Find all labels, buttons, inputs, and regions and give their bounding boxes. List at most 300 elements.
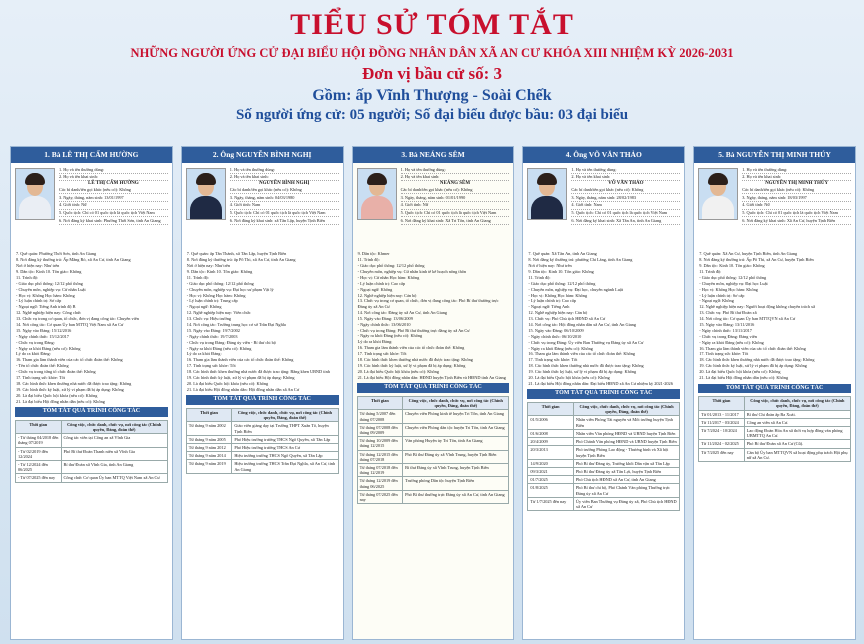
bio-line: - Học vị: Cử nhân Học hàm: Không [357,274,420,280]
bio-line: 8. Nơi đăng ký thường trú: Ấp Mằng Rò, xã An Cư, tỉnh An Giang [16,257,131,263]
bio-line: Lý do ra khỏi Đảng: [186,351,222,357]
work-role: Phó Bí thư Đảng ủy, Trưởng khối Dân vận xã Tân Lập [573,459,679,467]
bio-line: - Lý luận chính trị: Trung cấp [186,298,238,304]
bio-line: - Ngày ra khỏi Đảng (nếu có): Không [186,345,252,351]
bio-line: 13. Chức vụ trong cơ quan, tổ chức, đơn vị đang công tác: Phó Bí thư thường trực Đảng ủy xã An Cư [357,298,499,310]
bio-line: 14. Nơi công tác: Cơ quan Ủy ban MTTQ Việt Nam xã An Cư [16,321,124,327]
info-line: Các bí danh/tên gọi khác (nếu có): Không [401,187,510,195]
work-period: 20/3/2013 [528,446,574,459]
work-role: Phó Hiệu trưởng trường THCS An Cư [232,443,338,451]
work-role: Giáo viên giảng dạy tại Trường THPT Xuân Tô, huyện Tịnh Biên [232,422,338,435]
info-line: 1. Họ và tên thường dùng: [742,166,851,174]
candidate-photo [357,168,397,220]
work-period: Từ tháng 9 năm 2002 [186,422,232,435]
bio-line: 15. Ngày vào Đảng: 15/12/2016 [16,327,72,333]
bio-line: 8. Nơi đăng ký thường trú: ấp Pô Thi, xã An Cư, tỉnh An Giang [186,257,296,263]
work-period: - Từ 12/2024 đến 06/2025 [16,460,62,473]
bio-line: Nơi ở hiện nay: Như trên [528,263,572,269]
info-line: Các bí danh/tên gọi khác (nếu có): Không [59,187,168,195]
info-line: 1. Họ và tên thường dùng: [230,166,339,174]
info-line: 3. Ngày, tháng, năm sinh: 01/01/1990 [401,194,510,202]
work-role: Hiệu trưởng trường THCS Trần Đại Nghĩa, xã An Cư, tỉnh An Giang [232,460,338,473]
bio-line: 20. Là đại biểu Quốc hội khóa (nếu có): Không [16,392,98,398]
info-line: 6. Nơi đăng ký khai sinh: Xã Tân An, tỉnh An Giang [571,217,680,225]
info-line: 4. Giới tính: Nam [571,202,680,210]
work-period: Từ tháng 12/2015 đến tháng 07/2018 [357,450,403,463]
bio-line: - Ngày chính thức: 06/10/2010 [528,333,582,339]
work-role: Phó Bí thư Đoàn xã An Cư (Cũ). [744,440,850,448]
table-row [528,476,680,484]
info-line: 6. Nơi đăng ký khai sinh: Xã Tri Tôn, tỉnh An Giang [401,217,510,225]
bio-line: Nơi ở hiện nay: Như trên [16,263,60,269]
info-line: 1. Họ và tên thường dùng: [571,166,680,174]
basic-info [742,166,851,249]
table-row [699,440,851,448]
table-row [528,484,680,497]
time-header: Thời gian [186,408,232,421]
bio-line: 18. Các hình thức khen thưởng nhà nước đã được trao tặng: Bằng khen UBND tỉnh [186,369,330,375]
bio-line: - Lý luận chính trị: Cao cấp [357,280,406,286]
bio-line: 15. Ngày vào Đảng: 13/06/2009 [357,315,413,321]
bio-line: 13. Chức vụ: Phó Chủ tịch HĐND xã An Cư [528,316,606,322]
work-history-table [527,402,680,511]
work-period: Từ tháng 5/2007 đến tháng 07/2008 [357,410,403,423]
bio-line: 20. Là đại biểu Quốc hội khóa (nếu có): Không [528,375,610,380]
work-period: Từ tháng 9 năm 2014 [186,452,232,460]
table-row [186,460,338,473]
bio-line: 15. Ngày vào Đảng: 06/10/2009 [528,327,584,333]
work-period: Từ 01/2013 - 11/2017 [699,410,745,418]
bio-line: 11. Trình độ: [357,257,380,263]
bio-line: 17. Tình trạng sức khỏe: Tốt [528,357,578,363]
work-role: Trưởng phòng Dân tộc huyện Tịnh Biên [403,477,509,490]
table-row [699,448,851,461]
bio-line: - Ngày chính thức: 15/12/2017 [16,333,69,339]
info-line: 2. Họ và tên khai sinh: [742,174,851,182]
bio-line: 19. Các hình thức kỷ luật, xử lý vi phạm đã bị áp dụng: Không [699,363,807,369]
bio-line: 11. Trình độ: [186,274,209,280]
candidate-card [693,146,856,640]
bio-details [523,251,684,386]
bio-line: 14. Nơi công tác: Trường trung học cơ sở Trần Đại Nghĩa [186,321,286,327]
work-period: Từ tháng 12/2019 đến tháng 06/2025 [357,477,403,490]
info-line: 4. Giới tính: Nữ [742,202,851,210]
bio-line: - Chức vụ trong Đảng: Đảng ủy viên - Bí thư chi bộ [186,339,276,345]
bio-line: 20. Là đại biểu Quốc hội khóa (nếu có): Không [357,368,439,374]
bio-line: Nơi ở hiện nay: Như trên [186,263,231,269]
work-history-title: TÓM TẮT QUÁ TRÌNH CÔNG TÁC [186,395,339,405]
work-period: Từ tháng 9 năm 2019 [186,460,232,473]
work-role: Nhân viên Phòng Tài nguyên và Môi trường huyện Tịnh Biên [573,416,679,429]
candidate-name: VÕ VĂN THẢO [608,181,644,187]
bio-line: 13. Chức vụ: Hiệu trưởng [186,316,232,322]
bio-line: 12. Nghề nghiệp hiện nay: Công chức [16,310,82,316]
info-line: 2. Họ và tên khai sinh: [230,174,339,182]
bio-line: - Ngoại ngữ: Tiếng Anh [528,304,570,310]
bio-line: - Giáo dục phổ thông: 12/12 phổ thông [699,274,767,280]
info-line: 1. Họ và tên thường dùng: [59,166,168,174]
work-history-title: TÓM TẮT QUÁ TRÌNH CÔNG TÁC [527,389,680,399]
table-row [357,437,509,450]
bio-line: 9. Dân tộc: Kinh 10. Tôn giáo: Không [699,263,765,269]
work-period: Từ tháng 07/2018 đến tháng 12/2019 [357,463,403,476]
bio-line: - Ngoại ngữ: Không [357,286,393,292]
table-row [528,416,680,429]
candidate-banner: 2. Ông NGUYỄN BÌNH NGHỊ [182,147,343,163]
work-period: 14/9/2020 [528,459,574,467]
role-header: Công việc, chức danh, chức vụ, nơi công tác (Chính quyền, Đảng, đoàn thể) [61,420,167,433]
work-role: Ủy viên Ban Thường vụ Đảng ủy xã, Phó Chủ tịch HĐND xã An Cư [573,497,679,510]
work-period: Từ 7/2025 đến nay [699,448,745,461]
work-period: 01/6/2008 [528,429,574,437]
bio-line: - Tên tổ chức đoàn thể: Không [16,363,69,369]
table-row [357,477,509,490]
time-header: Thời gian [357,396,403,409]
work-role: Bí thư Chi đoàn ấp Ba Xoài. [744,410,850,418]
basic-info [59,166,168,249]
bio-line: - Học vị: Không Học hàm: Không [699,286,758,292]
bio-line: - Chuyên môn, nghiệp vụ: Đại học sư phạm Vật lý [186,286,274,292]
candidate-name: NGUYỄN BÌNH NGHỊ [259,181,310,187]
bio-line: 7. Quê quán: Phường Thới Sơn, tỉnh An Giang [16,251,97,257]
candidate-header [182,163,343,251]
info-line: 3. Ngày, tháng, năm sinh: 28/02/1983 [571,194,680,202]
candidate-card [10,146,173,640]
candidate-name: LÊ THỊ CẨM HƯỜNG [88,181,139,187]
bio-line: 16. Tham gia làm thành viên của các tổ chức đoàn thể: Không [357,345,465,351]
bio-line: 19. Các hình thức kỷ luật, xử lý vi phạm đã bị áp dụng: Không [528,369,637,375]
page-title: TIỂU SỬ TÓM TẮT [290,8,574,41]
work-role: Phó Bí thư thường trực Đảng ủy xã An Cư, tỉnh An Giang [403,490,509,503]
bio-line: 19. Các hình thức kỷ luật, xử lý vi phạm đã bị áp dụng: Không [186,375,295,380]
info-line: 2. Họ và tên khai sinh: [59,174,168,182]
info-line: 5. Quốc tịch: Chỉ có 01 quốc tịch là quốc tịch Việt Nam [59,210,168,218]
candidate-card [522,146,685,640]
info-line: 4. Giới tính: Nữ [401,202,510,210]
info-line: 4. Giới tính: Nữ [59,202,168,210]
bio-line: - Giáo dục phổ thông: 12/12 phổ thông [186,280,254,286]
work-role: Phó Chủ tịch HĐND xã An Cư, tỉnh An Giang [573,476,679,484]
work-history-table [15,420,168,483]
table-row [699,418,851,426]
candidate-card [181,146,344,640]
bio-line: - Giáo dục phổ thông: 12/12 phổ thông [357,263,425,269]
info-line: 4. Giới tính: Nam [230,202,339,210]
bio-line: - Ngày ra khỏi Đảng (nếu có): Không [528,345,593,351]
bio-line: Lý do ra khỏi Đảng: [357,339,393,345]
work-history-title: TÓM TẮT QUÁ TRÌNH CÔNG TÁC [698,384,851,394]
work-period: Từ 7/2024 - 10/2024 [699,427,745,440]
role-header: Công việc, chức danh, chức vụ, nơi công tác (Chính quyền, Đảng, đoàn thể) [573,403,679,416]
candidate-banner: 5. Bà NGUYỄN THỊ MINH THÚY [694,147,855,163]
bio-line: 15. Ngày vào Đảng: 19/7/2002 [186,327,240,333]
bio-line: 18. Các hình thức khen thưởng nhà nước đã được trao tặng: Không [357,357,473,363]
time-header: Thời gian [699,397,745,410]
bio-line: 8. Nơi đăng ký thường trú: phường Chi Lăng, tỉnh An Giang [528,257,633,263]
work-role: Cán bộ Ủy ban MTTQVN xã hoạt động phụ trách Hội phụ nữ xã An Cư. [744,448,850,461]
bio-line: 20. Là đại biểu Quốc hội khóa (nếu có): Không [699,369,781,375]
basic-info [571,166,680,249]
bio-line: - Giáo dục phổ thông: 12/12 phổ thông [528,280,596,286]
bio-line: 21. Là đại biểu Hội đồng nhân dân (nếu có): Không [16,398,105,404]
bio-line: 21. Là đại biểu Hội đồng nhân dân: HĐND huyện Tịnh Biên và HĐND tỉnh An Giang [357,374,506,380]
info-line: 2. Họ và tên khai sinh: [401,174,510,182]
bio-line: - Ngoại ngữ: Tiếng Anh trình độ B [16,304,76,310]
bio-line: Lý do ra khỏi Đảng: [16,351,51,357]
bio-line: 18. Các hình thức khen thưởng nhà nước đã được trao tặng: Không [699,357,815,363]
work-role: Công tác viên tại Công an xã Vĩnh Gia [61,434,167,447]
role-header: Công việc, chức danh, chức vụ, nơi công tác (Chính quyền, Đảng, đoàn thể) [744,397,850,410]
work-role: Phó Bí thư Đoàn Thanh niên xã Vĩnh Gia [61,447,167,460]
bio-line: 14. Nơi công tác: Đảng ủy xã An Cư, tỉnh An Giang [357,309,448,315]
info-line: Các bí danh/tên gọi khác (nếu có): Không [742,187,851,195]
bio-line: - Ngày ra khỏi Đảng (nếu có): Không [357,333,423,339]
info-line: 5. Quốc tịch: Chỉ có 01 quốc tịch là quốc tịch Việt Nam [230,210,339,218]
info-line: 3. Ngày, tháng, năm sinh: 04/03/1980 [230,194,339,202]
bio-line: - Chuyên môn, nghiệp vụ: Cử nhân Luật [16,286,86,292]
table-row [186,435,338,443]
bio-line: - Ngày chính thức: 19/7/2003 [186,333,238,339]
candidate-header [11,163,172,251]
work-role: Công an viên xã An Cư. [744,418,850,426]
bio-line: 7. Quê quán: Xã Tân An, tỉnh An Giang [528,251,597,257]
work-role: Công chức Cơ quan Ủy ban MTTQ Việt Nam xã An Cư [61,474,167,482]
work-history-title: TÓM TẮT QUÁ TRÌNH CÔNG TÁC [357,383,510,393]
bio-line: - Lý luận chính trị: Sơ cấp [16,298,62,304]
bio-line: - Học vị: Không Học hàm: Không [528,292,588,298]
table-row [528,467,680,475]
candidate-banner: 4. Ông VÕ VĂN THẢO [523,147,684,163]
bio-line: 17. Tình trạng sức khỏe: Tốt [16,375,65,380]
bio-line: 17. Tình trạng sức khỏe: Tốt [186,363,236,369]
work-period: Từ tháng 10/2009 đến tháng 12/2015 [357,437,403,450]
work-role: Bí thư Đoàn xã Vĩnh Gia, tỉnh An Giang [61,460,167,473]
bio-line: 9. Dân tộc: Khmer [357,251,390,257]
bio-line: - Ngoại ngữ: Không [186,304,222,310]
bio-line: 13. Chức vụ: Phó Bí thư Đoàn xã [699,310,757,316]
work-role: Lao động Đoàn Hóa An xã thời vụ hợp đồng văn phòng UBMTTQ An Cư. [744,427,850,440]
info-line: 6. Nơi đăng ký khai sinh: Xã An Cư, huyện Tịnh Biên [742,217,851,225]
bio-line: 11. Trình độ: [16,274,39,280]
candidate-photo [186,168,226,220]
info-line: 1. Họ và tên thường dùng: [401,166,510,174]
bio-line: - Học vị: Không Học hàm: Không [186,292,246,298]
basic-info [401,166,510,249]
bio-line: - Chức vụ trong Đảng: Ủy viên Ban Thường vụ Đảng ủy xã An Cư [528,339,644,345]
header [0,0,864,124]
candidate-count: Số người ứng cử: 05 người; Số đại biểu được bầu: 03 đại biểu [235,107,629,123]
work-period: Từ 1/7/2025 đến nay [528,497,574,510]
bio-line: 17. Tình trạng sức khỏe: Tốt [699,351,749,357]
table-row [186,443,338,451]
unit-composition: Gồm: ấp Vĩnh Thượng - Soài Chếk [312,87,552,104]
info-line: 6. Nơi đăng ký khai sinh: Phường Thới Sơn, tỉnh An Giang [59,217,168,225]
bio-line: 18. Các hình thức khen thưởng nhà nước đã được trao tặng: Không [16,380,132,386]
work-period: Từ 11/2017 - 03/2024 [699,418,745,426]
bio-line: 17. Tình trạng sức khỏe: Tốt [357,351,407,357]
bio-line: 11. Trình độ: [528,274,551,280]
bio-line: - Giáo dục phổ thông: 12/12 phổ thông [16,280,83,286]
bio-line: - Ngoại ngữ: Không [699,298,734,304]
bio-line: 12. Nghề nghiệp hiện nay: Cán bộ [357,292,417,298]
bio-line: - Ngày chính thức: 13/06/2010 [357,321,411,327]
work-period: Từ tháng 9 năm 2005 [186,435,232,443]
work-period: - Từ 02/2019 đến 12/2024 [16,447,62,460]
work-history-table [357,396,510,504]
table-row [357,423,509,436]
bio-line: - Chuyên môn, nghiệp vụ: Đại học, chuyên ngành Luật [528,286,624,292]
bio-line: - Chức vụ trong Đảng: Phó Bí thư thường trực đảng ủy xã An Cư [357,327,470,333]
work-role: Nhân viên Văn phòng HĐND và UBND huyện Tịnh Biên [573,429,679,437]
work-role: Phó Chánh Văn phòng HĐND và UBND huyện Tịnh Biên [573,438,679,446]
work-period: Từ tháng 07/2008 đến tháng 09/2009 [357,423,403,436]
bio-line: 21. Là đại biểu Hội đồng nhân dân (nếu có): Không [699,375,789,380]
bio-line: 12. Nghề nghiệp hiện nay: Người hoạt động không chuyên trách xã [699,304,816,310]
bio-line: - Ngày ra khỏi Đảng (nếu có): Không [16,345,81,351]
bio-line: 12. Nghề nghiệp hiện nay: Viên chức [186,310,251,316]
work-role: Phó Bí thư Đảng ủy xã Vĩnh Trung, huyện Tịnh Biên [403,450,509,463]
bio-line: 16. Tham gia làm thành viên của các tổ chức đoàn thể: Không [699,345,806,351]
bio-line: 16. Tham gia làm thành viên của các tổ chức đoàn thể: Không [528,351,636,357]
work-period: Từ tháng 07/2025 đến nay [357,490,403,503]
table-row [186,422,338,435]
bio-details [353,251,514,380]
info-line: 3. Ngày, tháng, năm sinh: 13/01/1997 [59,194,168,202]
work-role: Chuyên viên Phòng kinh tế huyện Tri Tôn, tỉnh An Giang [403,410,509,423]
candidate-header [694,163,855,251]
info-line: 5. Quốc tịch: Chỉ có 01 quốc tịch là quốc tịch Việt Nam [401,210,510,218]
table-row [528,438,680,446]
candidate-name: NEÁNG SÊM [439,181,471,187]
work-role: Phó Hiệu trưởng trường THCS Ngô Quyền, xã Tân Lập [232,435,338,443]
table-row [16,460,168,473]
work-role: Hiệu trưởng trường THCS Ngô Quyền, xã Tân Lập [232,452,338,460]
work-history-title: TÓM TẮT QUÁ TRÌNH CÔNG TÁC [15,407,168,417]
table-row [357,450,509,463]
work-period: - Từ 07/2025 đến nay [16,474,62,482]
bio-line: - Chuyên môn, nghiệp vụ: Đại học Luật [699,280,768,286]
bio-line: 21. Là đại biểu Hội đồng nhân dân: Hội đồng nhân dân xã An Cư [186,386,300,392]
table-row [357,463,509,476]
table-row [16,434,168,447]
work-role: Phó trưởng Phòng Lao động - Thương binh và Xã hội huyện Tịnh Biên [573,446,679,459]
election-unit: Đơn vị bầu cử số: 3 [361,64,503,83]
bio-line: 15. Ngày vào Đảng: 13/11/2016 [699,321,755,327]
bio-line: 13. Chức vụ trong cơ quan, tổ chức, đơn vị đang công tác: Chuyên viên [16,316,139,322]
table-row [699,427,851,440]
bio-line: 14. Nơi công tác: Cơ quan Ủy ban MTTQVN xã An Cư [699,316,796,322]
table-row [699,410,851,418]
bio-line: - Chức vụ trong từng tổ chức đoàn thể: Không [16,369,96,375]
table-row [357,410,509,423]
candidate-banner: 1. Bà LÊ THỊ CẨM HƯỜNG [11,147,172,163]
candidate-photo [527,168,567,220]
work-period: 09/3/2021 [528,467,574,475]
work-period: 20/4/2009 [528,438,574,446]
bio-line: 16. Tham gia làm thành viên của các tổ chức đoàn thể: Không [16,357,123,363]
table-row [357,490,509,503]
bio-line: 16. Tham gia làm thành viên của các tổ chức đoàn thể: Không [186,357,294,363]
time-header: Thời gian [528,403,574,416]
work-history-table [186,408,339,474]
role-header: Công việc, chức danh, chức vụ, nơi công tác (Chính quyền, Đảng, đoàn thể) [232,408,338,421]
bio-line: 7. Quê quán: ấp Tân Thành, xã Tân Lập, huyện Tịnh Biên [186,251,287,257]
table-row [186,452,338,460]
bio-line: 21. Là đại biểu Hội đồng nhân dân: Đại biểu HĐND xã An Cư nhiệm kỳ 2021-2026 [528,380,673,386]
bio-details [11,251,172,404]
role-header: Công việc, chức danh, chức vụ, nơi công tác (Chính quyền, Đảng, đoàn thể) [403,396,509,409]
basic-info [230,166,339,249]
work-role: Bí thư Đảng ủy xã Vĩnh Trung, huyện Tịnh Biên [403,463,509,476]
bio-line: 19. Các hình thức kỷ luật, xử lý vi phạm đã bị áp dụng: Không [16,386,124,392]
work-role: Phó Bí thư chi bộ, Phó Chánh Văn phòng Thường trực Đảng ủy xã An Cư [573,484,679,497]
info-line: 6. Nơi đăng ký khai sinh: xã Tân Lập, huyện Tịnh Biên [230,217,339,225]
info-line: Các bí danh/tên gọi khác (nếu có): Không [571,187,680,195]
bio-line: - Chức vụ trong Đảng: [16,339,55,345]
bio-line: 9. Dân tộc: Kinh 10. Tôn giáo: Không [186,268,253,274]
bio-line: - Lý luận chính trị: Sơ cấp [699,292,745,298]
bio-line: - Ngày ra khỏi Đảng (nếu có): Không [699,339,764,345]
page-subtitle: NHỮNG NGƯỜI ỨNG CỬ ĐẠI BIỂU HỘI ĐỒNG NHÂN DÂN XÃ AN CƯ KHÓA XIII NHIỆM KỲ 2026-2031 [130,46,734,60]
bio-line: 14. Nơi công tác: Hội đồng nhân dân xã An Cư, tỉnh An Giang [528,321,636,327]
work-role: Chuyên viên Phòng dân tộc huyện Tri Tôn, tỉnh An Giang [403,423,509,436]
bio-line: - Ngày chính thức: 13/11/2017 [699,327,752,333]
work-period: - Từ tháng 04/2018 đến tháng 07/2019 [16,434,62,447]
bio-line: - Học vị: Không Học hàm: Không [16,292,75,298]
bio-details [694,251,855,380]
info-line: 5. Quốc tịch: Chỉ có 01 quốc tịch là quốc tịch Việt Nam [742,210,851,218]
work-role: Văn phòng Huyện ủy Tri Tôn, tỉnh An Giang [403,437,509,450]
info-line: 5. Quốc tịch: Chỉ có 01 quốc tịch là quốc tịch Việt Nam [571,210,680,218]
candidate-columns [10,146,856,640]
bio-line: 8. Nơi đăng ký thường trú: Ấp Pô Thi, xã An Cư, huyện Tịnh Biên [699,257,814,263]
candidate-photo [15,168,55,220]
info-line: Các bí danh/tên gọi khác (nếu có): Không [230,187,339,195]
candidate-name: NGUYỄN THỊ MINH THÚY [765,181,829,187]
table-row [528,429,680,437]
bio-line: 9. Dân tộc: Kinh 10. Tôn giáo: Không [528,268,594,274]
bio-line: 19. Các hình thức kỷ luật, xử lý vi phạm đã bị áp dụng: Không [357,362,466,368]
bio-line: 9. Dân tộc: Kinh 10. Tôn giáo: Không [16,268,82,274]
candidate-header [523,163,684,251]
candidate-banner: 3. Bà NEÁNG SÊM [353,147,514,163]
work-history-table [698,396,851,462]
bio-line: - Lý luận chính trị: Cao cấp [528,298,576,304]
bio-line: - Chuyên môn, nghiệp vụ: Cử nhân kinh tế kế hoạch nông thôn [357,268,467,274]
candidate-header [353,163,514,251]
work-period: Từ 11/2024 - 02/2025 [699,440,745,448]
bio-line: 7. Quê quán: Xã An Cư, huyện Tịnh Biên, tỉnh An Giang [699,251,798,257]
bio-details [182,251,343,392]
info-line: 3. Ngày, tháng, năm sinh: 18/03/1997 [742,194,851,202]
work-period: 01/7/2025 [528,476,574,484]
work-role: Phó Bí thư Đảng ủy xã Tân Lợi, huyện Tịnh Biên [573,467,679,475]
candidate-card [352,146,515,640]
time-header: Thời gian [16,420,62,433]
work-period: 01/5/2006 [528,416,574,429]
info-line: 2. Họ và tên khai sinh: [571,174,680,182]
bio-line: 11. Trình độ: [699,268,722,274]
bio-line: 18. Các hình thức khen thưởng nhà nước đã được trao tặng: Không [528,363,644,369]
work-period: 01/8/2025 [528,484,574,497]
bio-line: - Chức vụ trong Đảng: Đảng viên [699,333,757,339]
work-period: Từ tháng 9 năm 2012 [186,443,232,451]
bio-line: 12. Nghề nghiệp hiện nay: Cán bộ [528,310,588,316]
table-row [528,497,680,510]
table-row [528,459,680,467]
candidate-photo [698,168,738,220]
table-row [16,447,168,460]
